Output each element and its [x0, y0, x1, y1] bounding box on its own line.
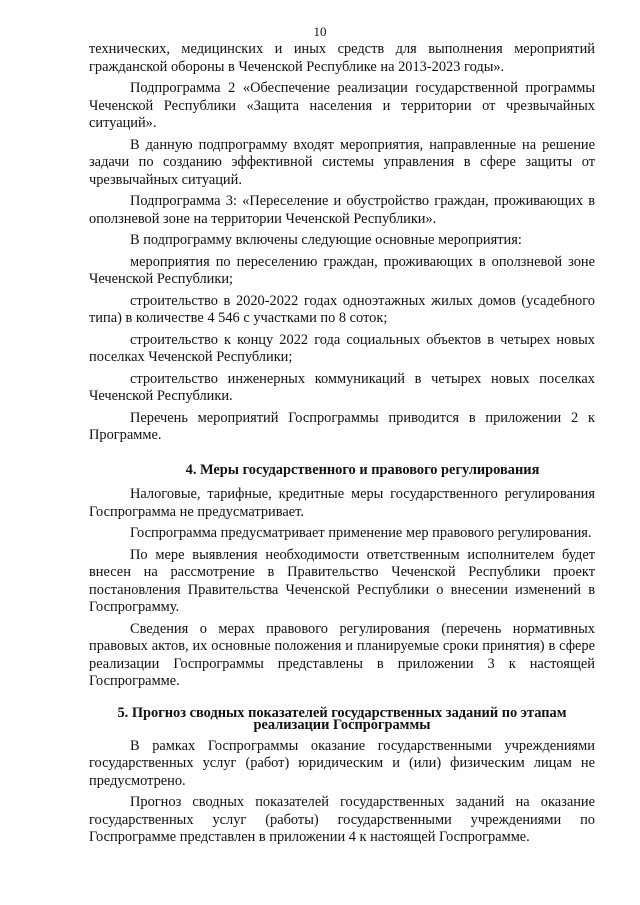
section-4-heading: 4. Меры государственного и правового регулирования	[185, 461, 540, 478]
list-item-housing: строительство в 2020-2022 годах одноэтажных жилых домов (усадебного типа) в количестве 4 546 с участками по 8 соток;	[89, 292, 595, 326]
paragraph-appendix-2: Перечень мероприятий Госпрограммы приводится в приложении 2 к Программе.	[89, 409, 595, 443]
section-5-heading-line-2: реализации Госпрограммы	[253, 716, 431, 733]
paragraph-subprogram-3-intro: В подпрограмму включены следующие основные мероприятия:	[130, 232, 522, 248]
list-item-utilities: строительство инженерных коммуникаций в четырех новых поселках Чеченской Республики.	[89, 370, 595, 404]
section-5-paragraph: В рамках Госпрограммы оказание государственными учреждениями государственных услуг (работ) юридическим и (или) физическим лицам не предусмотрено.	[89, 737, 595, 789]
section-4-paragraph: Госпрограмма предусматривает применение мер правового регулирования.	[130, 525, 592, 541]
section-4-paragraph: Сведения о мерах правового регулирования (перечень нормативных правовых актов, их основные положения и планируемые сроки принятия) в сфере реализации Госпрограммы представлены в приложении 3 к настоящей Госпрограмме.	[89, 620, 595, 689]
paragraph-subprogram-3: Подпрограмма 3: «Переселение и обустройство граждан, проживающих в оползневой зоне на территории Чеченской Республики».	[89, 193, 595, 227]
section-5-heading	[89, 704, 595, 733]
paragraph-subprogram-2-measures: В данную подпрограмму входят мероприятия, направленные на решение задачи по созданию эффективной системы управления в сфере защиты от чрезвычайных ситуаций.	[89, 136, 595, 188]
list-item-social-objects: строительство к концу 2022 года социальных объектов в четырех новых поселках Чеченской Республики;	[89, 331, 595, 365]
page-number: 10	[313, 24, 327, 39]
list-item-resettlement: мероприятия по переселению граждан, проживающих в оползневой зоне Чеченской Республики;	[89, 253, 595, 287]
section-4-paragraph: По мере выявления необходимости ответственным исполнителем будет внесен на рассмотрение в Правительство Чеченской Республики проект постановления Правительства Чеченской Республики о внесении изменений в Госпрограмму.	[89, 546, 595, 615]
section-5-heading-line-1: 5. Прогноз сводных показателей государственных заданий по этапам	[117, 704, 567, 721]
section-4-paragraph: Налоговые, тарифные, кредитные меры государственного регулирования Госпрограмма не предусматривает.	[89, 486, 595, 520]
paragraph-subprogram-2: Подпрограмма 2 «Обеспечение реализации государственной программы Чеченской Республики «Защита населения и территории от чрезвычайных ситуаций».	[89, 80, 595, 131]
document-body	[89, 41, 595, 851]
section-5-paragraph: Прогноз сводных показателей государственных заданий на оказание государственных услуг (работы) государственными учреждениями по Госпрограмме представлен в приложении 4 к настоящей Госпрограмме.	[89, 794, 595, 845]
paragraph-continuation: технических, медицинских и иных средств для выполнения мероприятий гражданской обороны в Чеченской Республике на 2013-2023 годы».	[89, 41, 595, 75]
